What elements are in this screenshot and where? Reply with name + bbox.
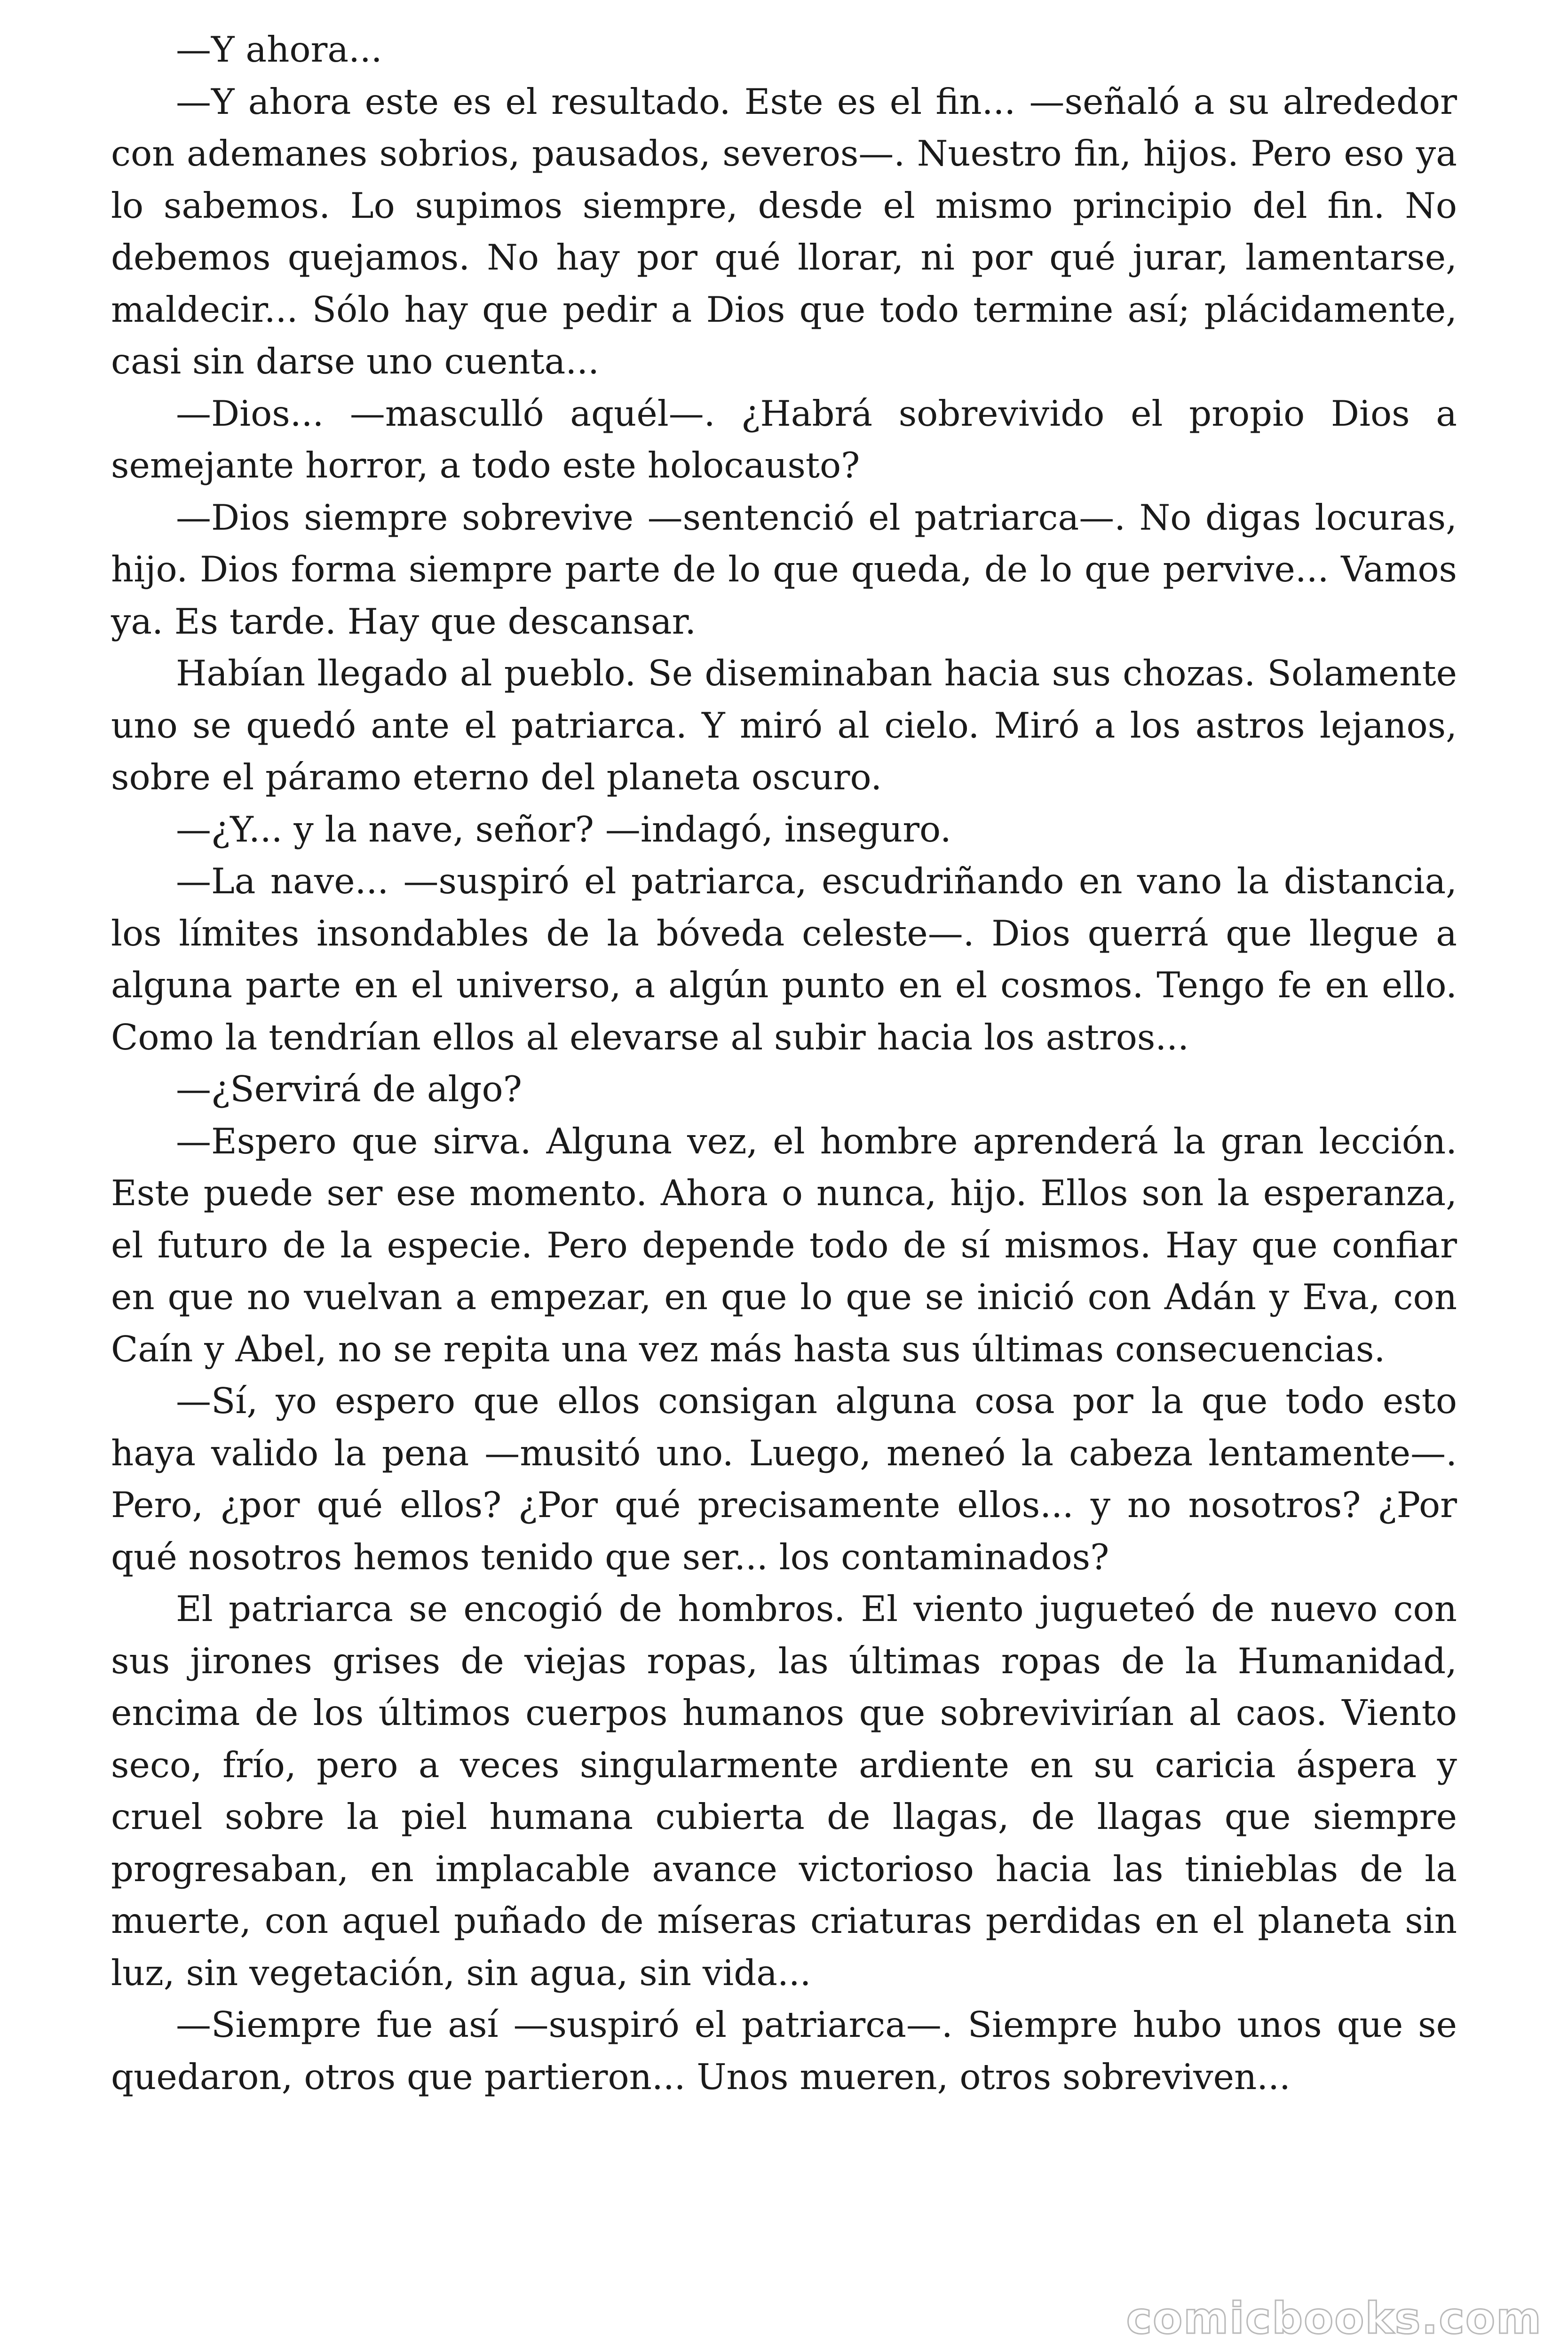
paragraph: Habían llegado al pueblo. Se diseminaban hacia sus chozas. Solamente uno se quedó ante el patriarca. Y miró al cielo. Miró a los astros lejanos, sobre el páramo eterno del planeta oscuro. bbox=[111, 652, 1457, 798]
paragraph: —¿Servirá de algo? bbox=[176, 1068, 522, 1110]
paragraph: —Y ahora... bbox=[176, 29, 382, 70]
paragraph: —La nave... —suspiró el patriarca, escudriñando en vano la distancia, los límites insondables de la bóveda celeste—. Dios querrá que llegue a alguna parte en el universo, a algún punto en el cosmos. Tengo fe en ello. Como la tendrían ellos al elevarse al subir hacia los astros... bbox=[111, 860, 1457, 1058]
paragraph: —Sí, yo espero que ellos consigan alguna cosa por la que todo esto haya valido la pena —musitó uno. Luego, meneó la cabeza lentamente—. Pero, ¿por qué ellos? ¿Por qué precisamente ellos... y no nosotros? ¿Por qué nosotros hemos tenido que ser... los contaminados? bbox=[111, 1380, 1457, 1578]
paragraph: —Dios siempre sobrevive —sentenció el patriarca—. No digas locuras, hijo. Dios forma siempre parte de lo que queda, de lo que pervive... Vamos ya. Es tarde. Hay que descansar. bbox=[111, 496, 1457, 642]
paragraph: —Siempre fue así —suspiró el patriarca—. Siempre hubo unos que se quedaron, otros que partieron... Unos mueren, otros sobreviven... bbox=[111, 2004, 1457, 2098]
paragraph: El patriarca se encogió de hombros. El viento jugueteó de nuevo con sus jirones grises de viejas ropas, las últimas ropas de la Humanidad, encima de los últimos cuerpos humanos que sobrevivirían al caos. Viento seco, frío, pero a veces singularmente ardiente en su caricia áspera y cruel sobre la piel humana cubierta de llagas, de llagas que siempre progresaban, en implacable avance victorioso hacia las tinieblas de la muerte, con aquel puñado de míseras criaturas perdidas en el planeta sin luz, sin vegetación, sin agua, sin vida... bbox=[111, 1588, 1457, 1994]
paragraph: —Dios... —masculló aquél—. ¿Habrá sobrevivido el propio Dios a semejante horror, a todo este holocausto? bbox=[111, 392, 1457, 486]
watermark: comicbooks.com bbox=[1126, 2293, 1542, 2344]
paragraph: —¿Y... y la nave, señor? —indagó, inseguro. bbox=[176, 808, 951, 850]
paragraph: —Y ahora este es el resultado. Este es el fin... —señaló a su alrededor con ademanes sobrios, pausados, severos—. Nuestro fin, hijos. Pero eso ya lo sabemos. Lo supimos siempre, desde el mismo principio del fin. No debemos quejamos. No hay por qué llorar, ni por qué jurar, lamentarse, maldecir... Sólo hay que pedir a Dios que todo termine así; plácidamente, casi sin darse uno cuenta... bbox=[111, 80, 1457, 382]
paragraph: —Espero que sirva. Alguna vez, el hombre aprenderá la gran lección. Este puede ser ese momento. Ahora o nunca, hijo. Ellos son la esperanza, el futuro de la especie. Pero depende todo de sí mismos. Hay que confiar en que no vuelvan a empezar, en que lo que se inició con Adán y Eva, con Caín y Abel, no se repita una vez más hasta sus últimas consecuencias. bbox=[111, 1120, 1457, 1370]
page-body bbox=[111, 24, 1457, 2103]
